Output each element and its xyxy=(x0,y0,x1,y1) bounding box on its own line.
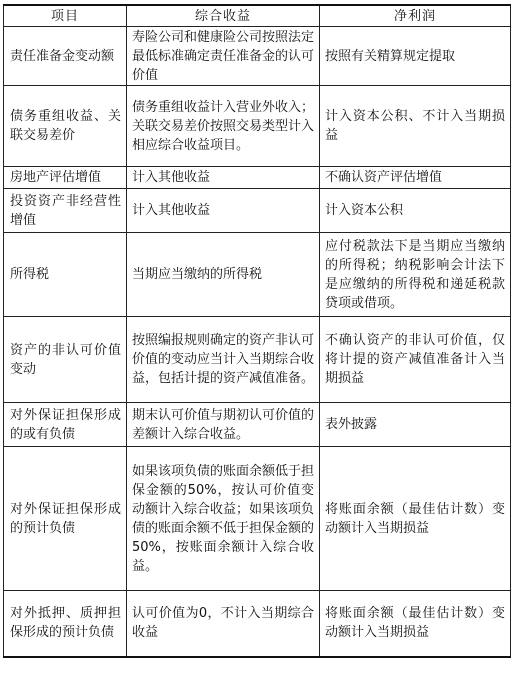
header-item: 项目 xyxy=(4,5,127,27)
table-header-row xyxy=(4,5,511,27)
comparison-table xyxy=(3,4,511,658)
cell-item: 投资资产非经营性增值 xyxy=(4,189,127,233)
cell-comprehensive: 当期应当缴纳的所得税 xyxy=(127,233,320,317)
table-row xyxy=(4,167,511,189)
header-comprehensive-income: 综合收益 xyxy=(127,5,320,27)
cell-item: 债务重组收益、关联交易差价 xyxy=(4,86,127,167)
cell-net-profit: 将账面余额（最佳估计数）变动额计入当期损益 xyxy=(320,591,511,657)
table-row xyxy=(4,27,511,86)
cell-comprehensive: 寿险公司和健康险公司按照法定最低标准确定责任准备金的认可价值 xyxy=(127,27,320,86)
cell-item: 对外保证担保形成的预计负债 xyxy=(4,447,127,591)
table-row xyxy=(4,447,511,591)
table-row xyxy=(4,591,511,657)
cell-item: 资产的非认可价值变动 xyxy=(4,317,127,403)
cell-item: 对外抵押、质押担保形成的预计负债 xyxy=(4,591,127,657)
cell-net-profit: 将账面余额（最佳估计数）变动额计入当期损益 xyxy=(320,447,511,591)
cell-item: 房地产评估增值 xyxy=(4,167,127,189)
table-row xyxy=(4,86,511,167)
cell-item: 对外保证担保形成的或有负债 xyxy=(4,403,127,447)
cell-item: 责任准备金变动额 xyxy=(4,27,127,86)
cell-net-profit: 应付税款法下是当期应当缴纳的所得税；纳税影响会计法下是应缴纳的所得税和递延税款贷项或借项。 xyxy=(320,233,511,317)
cell-comprehensive: 计入其他收益 xyxy=(127,167,320,189)
cell-net-profit: 按照有关精算规定提取 xyxy=(320,27,511,86)
header-net-profit: 净利润 xyxy=(320,5,511,27)
cell-net-profit: 计入资本公积、不计入当期损益 xyxy=(320,86,511,167)
table-row xyxy=(4,189,511,233)
cell-net-profit: 不确认资产的非认可价值，仅将计提的资产减值准备计入当期损益 xyxy=(320,317,511,403)
cell-net-profit: 表外披露 xyxy=(320,403,511,447)
cell-net-profit: 不确认资产评估增值 xyxy=(320,167,511,189)
cell-comprehensive: 期末认可价值与期初认可价值的差额计入综合收益。 xyxy=(127,403,320,447)
cell-item: 所得税 xyxy=(4,233,127,317)
table-row xyxy=(4,403,511,447)
cell-net-profit: 计入资本公积 xyxy=(320,189,511,233)
table-row xyxy=(4,317,511,403)
cell-comprehensive: 债务重组收益计入营业外收入；关联交易差价按照交易类型计入相应综合收益项目。 xyxy=(127,86,320,167)
cell-comprehensive: 计入其他收益 xyxy=(127,189,320,233)
cell-comprehensive: 按照编报规则确定的资产非认可价值的变动应当计入当期综合收益，包括计提的资产减值准备。 xyxy=(127,317,320,403)
table-row xyxy=(4,233,511,317)
cell-comprehensive: 认可价值为0，不计入当期综合收益 xyxy=(127,591,320,657)
cell-comprehensive: 如果该项负债的账面余额低于担保金额的50%，按认可价值变动额计入综合收益；如果该项负债的账面余额不低于担保金额的50%，按账面余额计入综合收益。 xyxy=(127,447,320,591)
